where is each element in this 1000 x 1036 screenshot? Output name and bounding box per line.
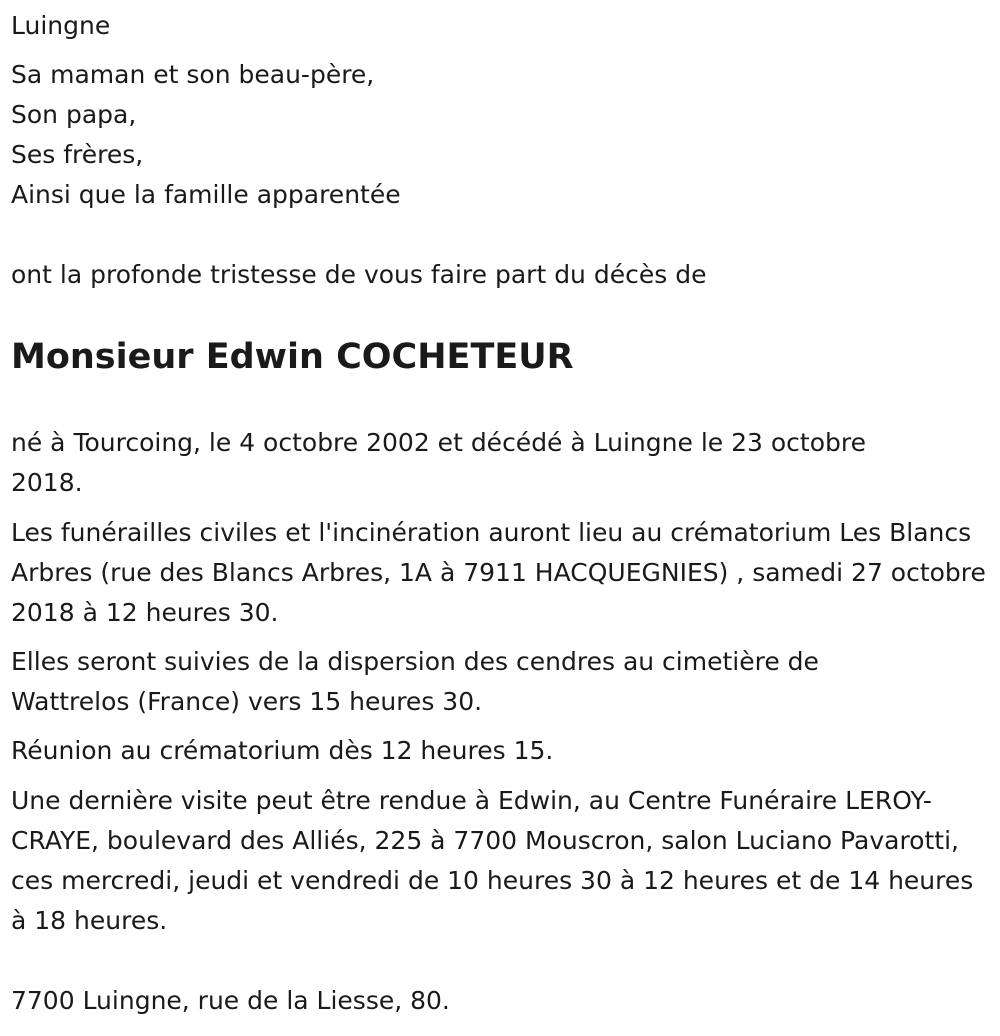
family-line: Son papa, xyxy=(11,100,137,129)
funeral-paragraph: Les funérailles civiles et l'incinération auront lieu au crématorium Les Blancs Arbres (rue des Blancs Arbres, 1A à 7911 HACQUEGNIES) , samedi 27 octobre 2018 à 12 heures 30. xyxy=(11,518,986,627)
announcement-text: ont la profonde tristesse de vous faire part du décès de xyxy=(11,260,707,289)
family-line: Ses frères, xyxy=(11,140,144,169)
deceased-name: Monsieur Edwin COCHETEUR xyxy=(11,337,574,377)
address-line: 7700 Luingne, rue de la Liesse, 80. xyxy=(11,986,450,1015)
family-line: Ainsi que la famille apparentée xyxy=(11,180,401,209)
visit-paragraph: Une dernière visite peut être rendue à Edwin, au Centre Funéraire LEROY-CRAYE, boulevard des Alliés, 225 à 7700 Mouscron, salon Luciano Pavarotti, ces mercredi, jeudi et vendredi de 10 heures 30 à 12 heures et de 14 heures à 18 heures. xyxy=(11,786,974,935)
family-line: Sa maman et son beau-père, xyxy=(11,60,375,89)
birth-death-paragraph: né à Tourcoing, le 4 octobre 2002 et décédé à Luingne le 23 octobre 2018. xyxy=(11,428,866,497)
location-line: Luingne xyxy=(11,11,111,40)
dispersion-paragraph: Elles seront suivies de la dispersion des cendres au cimetière de Wattrelos (France) vers 15 heures 30. xyxy=(11,647,819,716)
meeting-paragraph: Réunion au crématorium dès 12 heures 15. xyxy=(11,736,554,765)
